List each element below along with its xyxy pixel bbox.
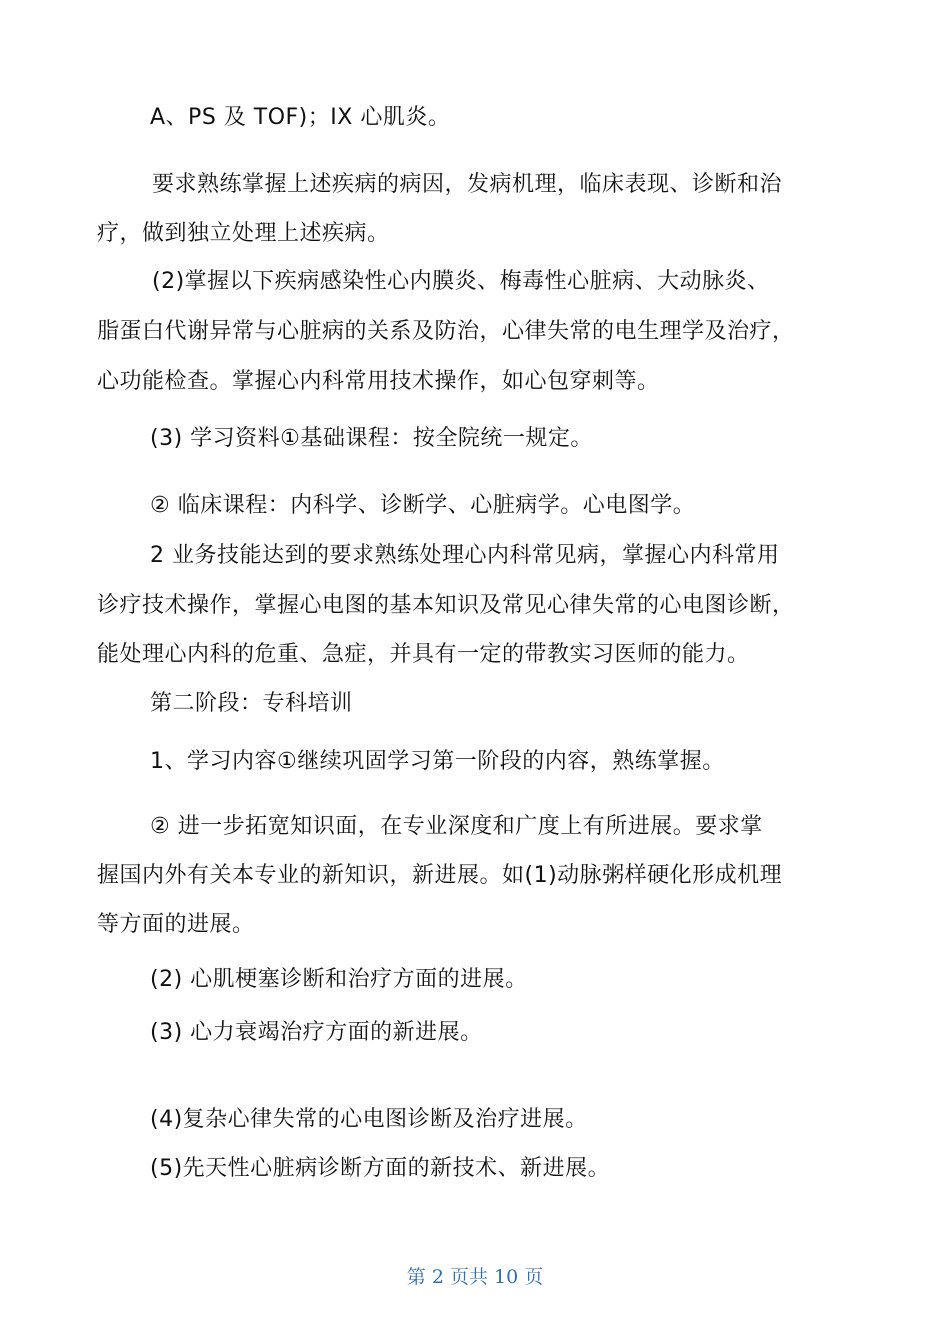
text-line-11: 能处理心内科的危重、急症，并具有一定的带教实习医师的能力。 — [97, 642, 750, 667]
text-line-10: 诊疗技术操作，掌握心电图的基本知识及常见心律失常的心电图诊断， — [97, 593, 795, 618]
text-line-13: 1、学习内容①继续巩固学习第一阶段的内容，熟练掌握。 — [150, 749, 725, 774]
text-line-15: 握国内外有关本专业的新知识，新进展。如(1)动脉粥样硬化形成机理 — [97, 863, 783, 888]
text-line-8: ② 临床课程：内科学、诊断学、心脏病学。心电图学。 — [150, 493, 696, 518]
text-line-16: 等方面的进展。 — [97, 912, 255, 937]
text-line-6: 心功能检查。掌握心内科常用技术操作，如心包穿刺等。 — [97, 369, 660, 394]
text-line-1: A、PS 及 TOF)；IX 心肌炎。 — [150, 105, 451, 130]
page-footer: 第 2 页共 10 页 — [406, 1266, 544, 1288]
text-line-18: (3) 心力衰竭治疗方面的新进展。 — [150, 1020, 483, 1045]
text-line-3: 疗，做到独立处理上述疾病。 — [97, 221, 390, 246]
text-line-20: (5)先天性心脏病诊断方面的新技术、新进展。 — [150, 1156, 611, 1181]
text-line-7: (3) 学习资料①基础课程：按全院统一规定。 — [150, 426, 593, 451]
text-line-5: 脂蛋白代谢异常与心脏病的关系及防治，心律失常的电生理学及治疗， — [97, 319, 795, 344]
text-line-4: (2)掌握以下疾病感染性心内膜炎、梅毒性心脏病、大动脉炎、 — [152, 269, 770, 294]
text-line-9: 2 业务技能达到的要求熟练处理心内科常见病，掌握心内科常用 — [150, 543, 780, 568]
text-line-14: ② 进一步拓宽知识面，在专业深度和广度上有所进展。要求掌 — [150, 814, 763, 839]
text-line-17: (2) 心肌梗塞诊断和治疗方面的进展。 — [150, 967, 528, 992]
section-heading: 第二阶段：专科培训 — [150, 691, 353, 716]
text-line-19: (4)复杂心律失常的心电图诊断及治疗进展。 — [150, 1107, 588, 1132]
text-line-2: 要求熟练掌握上述疾病的病因，发病机理，临床表现、诊断和治 — [152, 172, 783, 197]
